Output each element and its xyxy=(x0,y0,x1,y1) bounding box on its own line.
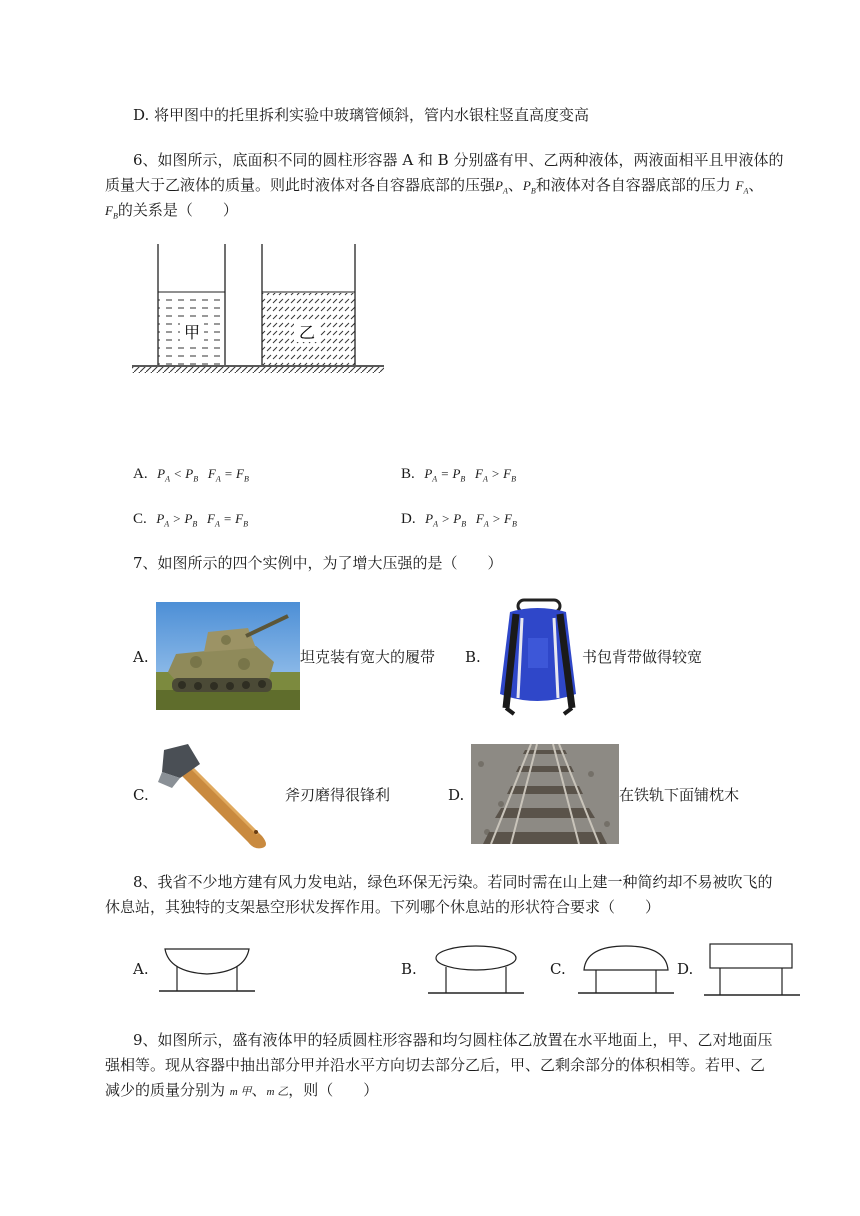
q8-shape-d xyxy=(702,942,802,998)
q9-stem-line1: 9、如图所示，盛有液体甲的轻质圆柱形容器和均匀圆柱体乙放置在水平地面上，甲、乙对地面压 xyxy=(133,1031,773,1049)
q6-option-d[interactable]: D. $P_A > P_B$ $F_A > F_B$ xyxy=(401,511,517,529)
q9-stem-text: 减少的质量分别为 xyxy=(105,1081,226,1099)
q9-sep: 、 xyxy=(251,1081,267,1099)
q8-option-c-letter[interactable]: C. xyxy=(550,960,566,978)
q7-option-a-letter[interactable]: A. xyxy=(133,648,149,666)
p-a-symbol: $P_A$ xyxy=(495,178,508,196)
q7-stem: 7、如图所示的四个实例中，为了增大压强的是（ ） xyxy=(133,554,503,572)
q5-option-d: D. 将甲图中的托里拆利实验中玻璃管倾斜，管内水银柱竖直高度变高 xyxy=(133,106,590,124)
q9-stem-line3 xyxy=(105,1080,378,1102)
container-b xyxy=(262,244,355,365)
label-jia: 甲 xyxy=(183,323,201,342)
q6-containers-diagram xyxy=(128,240,398,380)
q6-stem-line3 xyxy=(105,200,238,227)
q7-option-b-text: 书包背带做得较宽 xyxy=(582,648,703,666)
q7-option-d-text: 在铁轨下面铺枕木 xyxy=(619,786,740,804)
backpack-photo xyxy=(492,598,582,716)
axe-photo xyxy=(158,742,278,850)
q8-option-a-letter[interactable]: A. xyxy=(133,960,149,978)
q6-option-a[interactable]: A. $P_A < P_B$ $F_A = F_B$ xyxy=(133,466,249,484)
q6-stem-text-3: 的关系是（ ） xyxy=(117,201,238,219)
q6-option-b[interactable]: B. $P_A = P_B$ $F_A > F_B$ xyxy=(401,466,516,484)
q6-stem-text: 质量大于乙液体的质量。则此时液体对各自容器底部的压强 xyxy=(105,176,496,194)
ground-hatch xyxy=(132,367,384,373)
q7-option-a-text: 坦克装有宽大的履带 xyxy=(300,648,436,666)
tank-photo xyxy=(156,602,300,710)
q6-stem-line1: 6、如图所示，底面积不同的圆柱形容器 A 和 B 分别盛有甲、乙两种液体，两液面相平且甲液体的 xyxy=(133,151,784,169)
p-b-symbol: $P_B$ xyxy=(522,178,536,196)
q8-option-b-letter[interactable]: B. xyxy=(401,960,417,978)
q8-shape-a xyxy=(157,944,257,994)
railway-photo xyxy=(471,744,619,844)
m-jia-symbol: m 甲 xyxy=(229,1086,252,1098)
q9-stem-line2: 强相等。现从容器中抽出部分甲并沿水平方向切去部分乙后，甲、乙剩余部分的体积相等。若甲、乙 xyxy=(105,1056,766,1074)
m-yi-symbol: m 乙 xyxy=(266,1086,289,1098)
q8-stem-line2: 休息站，其独特的支架悬空形状发挥作用。下列哪个休息站的形状符合要求（ ） xyxy=(105,898,661,916)
q8-stem-line1: 8、我省不少地方建有风力发电站，绿色环保无污染。若同时需在山上建一种简约却不易被吹飞的 xyxy=(133,873,773,891)
q7-option-b-letter[interactable]: B. xyxy=(465,648,481,666)
q6-stem-text-2: 和液体对各自容器底部的压力 xyxy=(535,176,731,194)
q7-option-c-letter[interactable]: C. xyxy=(133,786,149,804)
container-a xyxy=(158,244,225,365)
q7-option-d-letter[interactable]: D. xyxy=(448,786,465,804)
q8-shape-c xyxy=(576,944,676,996)
q6-stem-line2: 质量大于乙液体的质量。则此时液体对各自容器底部的压强$P_A$、$P_B$和液体对各自容器底部的压力 $F_A$、 xyxy=(105,176,764,196)
q9-stem-text-2: ，则（ ） xyxy=(288,1081,379,1099)
f-a-symbol: $F_A$ xyxy=(735,178,749,196)
q6-option-c[interactable]: C. $P_A > P_B$ $F_A = F_B$ xyxy=(133,511,248,529)
f-b-symbol: $F_B$ xyxy=(105,203,118,221)
q8-option-d-letter[interactable]: D. xyxy=(677,960,694,978)
label-yi: 乙 xyxy=(298,323,316,342)
q8-shape-b xyxy=(426,944,526,996)
q7-option-c-text: 斧刃磨得很锋利 xyxy=(285,786,391,804)
